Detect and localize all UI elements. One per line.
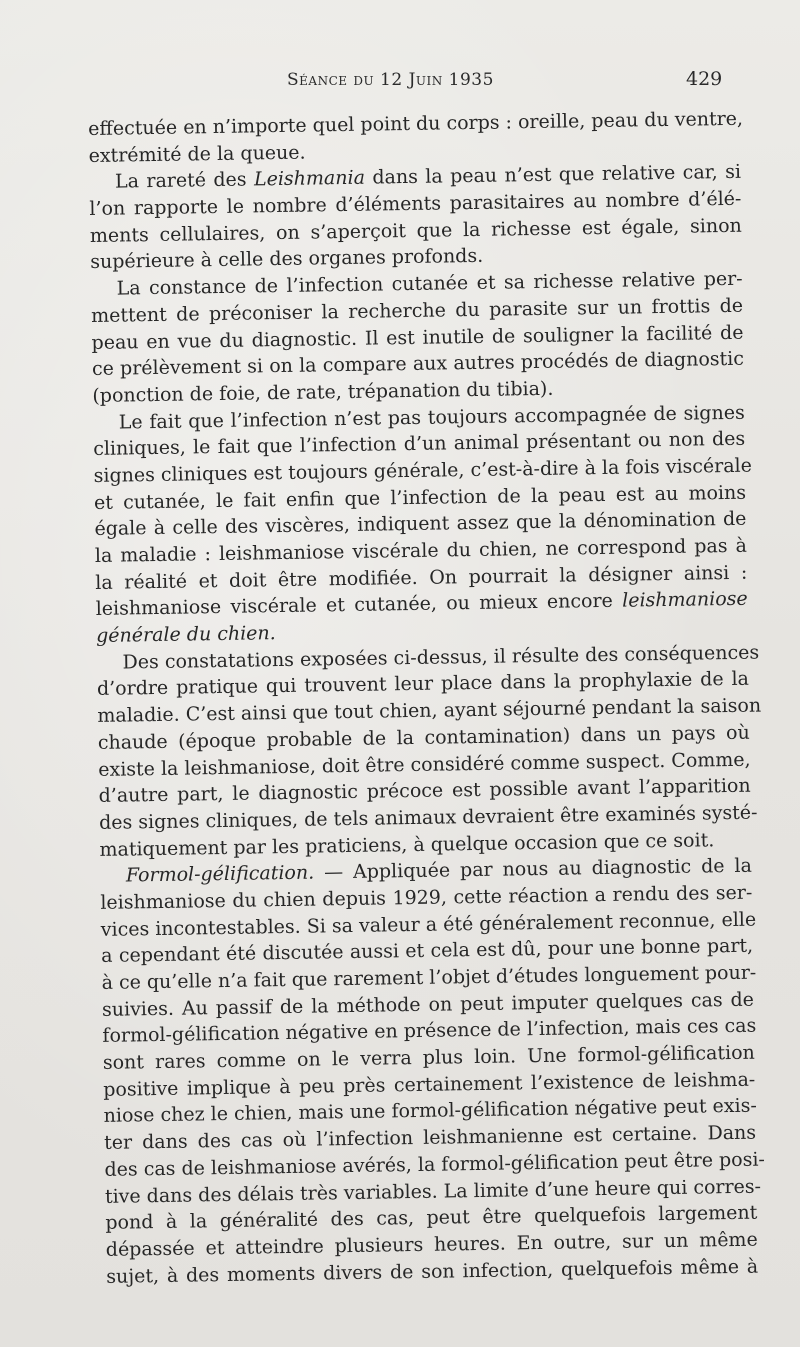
text-line: maladie. C’est ainsi que tout chien, ayant séjourné pendant la saison — [97, 694, 762, 728]
text-line: et cutanée, le fait enfin que l’infection de la peau est au moins — [93, 481, 747, 514]
text-line: des signes cliniques, de tels animaux devraient être examinés systé- — [98, 801, 758, 834]
text-line: suivies. Au passif de la méthode on peut imputer quelques cas de — [101, 988, 755, 1021]
section-heading: Formol-gélification. — [125, 861, 315, 887]
text-line: d’autre part, le diagnostic précoce est possible avant l’apparition — [98, 774, 751, 808]
text-line: matiquement par les praticiens, à quelque occasion que ce soit. — [99, 828, 715, 861]
text-line: vices incontestables. Si sa valeur a été généralement reconnue, elle — [100, 908, 757, 941]
text-line: Le fait que l’infection n’est pas toujours accompagnée de signes — [118, 401, 745, 434]
text-line: ce prélèvement si on la compare aux autres procédés de diagnostic — [91, 347, 745, 381]
text-line: positive implique à peu près certainement l’existence de leishma- — [103, 1068, 756, 1101]
text-line: cliniques, le fait que l’infection d’un animal présentant ou non des — [93, 427, 746, 461]
text-line: niose chez le chien, mais une formol-gélification négative peut exis- — [103, 1095, 757, 1128]
body-text — [88, 106, 766, 1290]
text-span: — Appliquée par nous au diagnostic de la — [323, 854, 753, 884]
text-line: peau en vue du diagnostic. Il est inutile de souligner la facilité de — [91, 321, 744, 354]
text-line: effectuée en n’importe quel point du corps : oreille, peau du ventre, — [88, 107, 744, 140]
text-line: dépassée et atteindre plusieurs heures. En outre, sur un même — [105, 1228, 758, 1261]
text-span: dans la peau n’est que relative car, si — [372, 161, 742, 189]
text-line: égale à celle des viscères, indiquent assez que la dénomination de — [94, 508, 747, 541]
text-line: pond à la généralité des cas, peut être quelquefois largement — [105, 1201, 758, 1235]
page-number: 429 — [686, 68, 723, 90]
text-line: (ponction de foie, de rate, trépanation du tibia). — [92, 377, 554, 407]
italic-term: leishmaniose — [622, 588, 748, 613]
text-line: formol-gélification négative en présence de l’infection, mais ces cas — [102, 1014, 757, 1048]
text-line: supérieure à celle des organes profonds. — [90, 245, 484, 274]
text-line: mettent de préconiser la recherche du parasite sur un frottis de — [90, 294, 744, 327]
running-head-title: Séance du 12 Juin 1935 — [287, 70, 494, 90]
text-line: signes cliniques est toujours générale, c’est-à-dire à la fois viscérale — [93, 454, 753, 487]
text-line: ter dans des cas où l’infection leishmanienne est certaine. Dans — [103, 1121, 757, 1154]
text-line: existe la leishmaniose, doit être considéré comme suspect. Comme, — [98, 748, 751, 781]
text-line: sont rares comme on le verra plus loin. Une formol-gélification — [102, 1041, 755, 1074]
text-line: chaude (époque probable de la contamination) dans un pays où — [97, 721, 750, 754]
italic-term: Leishmania — [253, 167, 366, 191]
italic-line: générale du chien. — [95, 622, 276, 647]
text-span: leishmaniose viscérale et cutanée, ou mieux encore — [95, 590, 614, 621]
text-line: Des constatations exposées ci-dessus, il résulte des conséquences — [122, 641, 760, 674]
text-line: leishmaniose du chien depuis 1929, cette réaction a rendu des ser- — [100, 881, 753, 914]
text-line: des cas de leishmaniose avérés, la formol-gélification peut être posi- — [104, 1148, 766, 1181]
text-line: à ce qu’elle n’a fait que rarement l’objet d’études longuement pour- — [101, 961, 757, 994]
running-head — [0, 70, 800, 94]
text-line: ments cellulaires, on s’aperçoit que la richesse est égale, sinon — [89, 214, 742, 247]
text-line: la réalité et doit être modifiée. On pourrait la désigner ainsi : — [95, 561, 748, 594]
text-line: sujet, à des moments divers de son infection, quelquefois même à — [106, 1255, 759, 1288]
text-line: extrémité de la queue. — [88, 141, 306, 167]
text-line: la maladie : leishmaniose viscérale du chien, ne correspond pas à — [94, 534, 748, 567]
text-line: tive dans des délais très variables. La limite d’une heure qui corres- — [104, 1175, 762, 1208]
text-line: La constance de l’infection cutanée et sa richesse relative per- — [116, 267, 743, 300]
text-line: a cependant été discutée aussi et cela est dû, pour une bonne part, — [101, 934, 754, 968]
text-line: d’ordre pratique qui trouvent leur place dans la prophylaxie de la — [96, 668, 750, 701]
text-span: La rareté des — [114, 168, 247, 193]
text-line: l’on rapporte le nombre d’éléments parasitaires au nombre d’élé- — [89, 187, 742, 221]
